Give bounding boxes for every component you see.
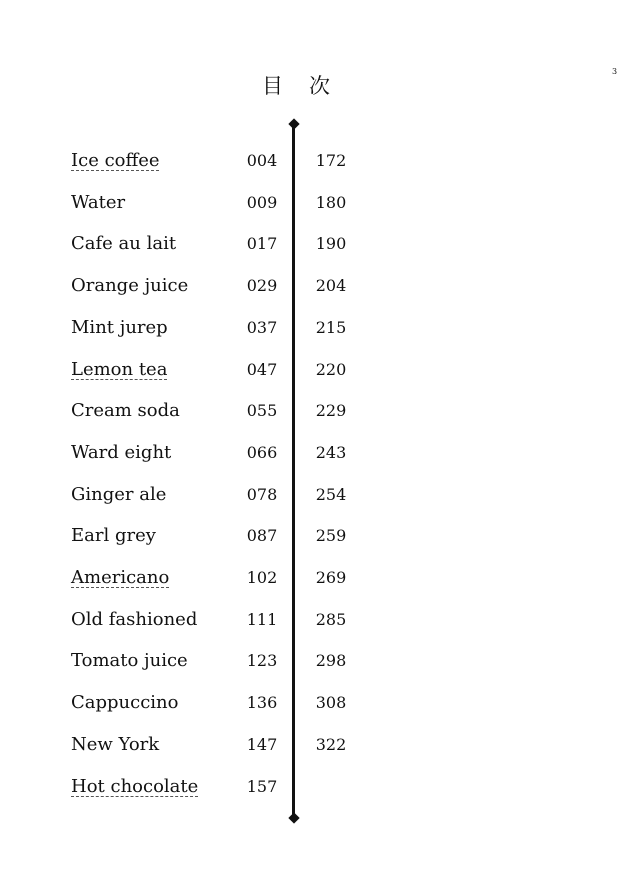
toc-entry-page-number: 180: [315, 192, 347, 212]
toc-entry-page-number: 078: [246, 484, 278, 504]
toc-entry-title: Ice coffee: [71, 150, 160, 171]
toc-entry-page-number: 111: [246, 609, 278, 629]
toc-entry-title: Orange juice: [71, 275, 189, 297]
toc-entry-title: Ward eight: [71, 441, 172, 463]
toc-entry-page-number: 298: [315, 651, 347, 671]
toc-entry-title: Cream soda: [71, 400, 180, 422]
toc-entry-title: Hot chocolate: [71, 775, 199, 797]
toc-entry-page-number: 322: [315, 734, 347, 754]
toc-entry-title: Americano: [71, 567, 170, 588]
toc-entry-page-number: 229: [315, 401, 347, 421]
toc-entry-page-number: 087: [246, 526, 278, 546]
toc-entry-title: Old fashioned: [71, 608, 198, 630]
toc-entry-page-number: 123: [246, 651, 278, 671]
toc-entry-page-number: 055: [246, 401, 278, 421]
toc-entry-page-number: 190: [315, 234, 347, 254]
toc-entry-title: Water: [71, 191, 126, 213]
page-number: 3: [612, 67, 618, 76]
page-title: 目次: [262, 74, 356, 98]
toc-entry-page-number: 037: [246, 317, 278, 337]
toc-entry-page-number: 254: [315, 484, 347, 504]
toc-entry-page-number: 172: [315, 151, 347, 170]
toc-entry-title: New York: [71, 733, 160, 755]
toc-entry-page-number: 066: [246, 442, 278, 462]
toc-entry-page-number: 102: [246, 568, 278, 587]
spine-bottom-diamond: [288, 812, 299, 823]
spine-line: [292, 125, 295, 818]
toc-entry-title: Earl grey: [71, 525, 156, 547]
toc-entry-page-number: 215: [315, 317, 347, 337]
toc-entry-page-number: 259: [315, 526, 347, 546]
toc-entry-page-number: 220: [315, 359, 347, 379]
toc-entry-page-number: 029: [246, 276, 278, 296]
toc-entry-page-number: 047: [246, 359, 278, 379]
toc-entry-title: Cafe au lait: [71, 233, 177, 255]
toc-entry-page-number: 136: [246, 693, 278, 713]
toc-entry-page-number: 017: [246, 234, 278, 254]
toc-entry-title: Ginger ale: [71, 483, 167, 505]
toc-entry-title: Cappuccino: [71, 692, 179, 714]
toc-entry-page-number: 308: [315, 693, 347, 713]
toc-entry-page-number: 243: [315, 442, 347, 462]
toc-entry-page-number: 204: [315, 276, 347, 296]
toc-entry-title: Mint jurep: [71, 316, 168, 338]
toc-entry-page-number: 009: [246, 192, 278, 212]
toc-entry-page-number: 269: [315, 568, 347, 587]
toc-entry-title: Lemon tea: [71, 358, 168, 380]
toc-entry-page-number: 147: [246, 734, 278, 754]
toc-entry-page-number: 004: [246, 151, 278, 170]
toc-entry-page-number: 157: [246, 776, 278, 796]
toc-entry-title: Tomato juice: [71, 650, 188, 672]
toc-entry-page-number: 285: [315, 609, 347, 629]
